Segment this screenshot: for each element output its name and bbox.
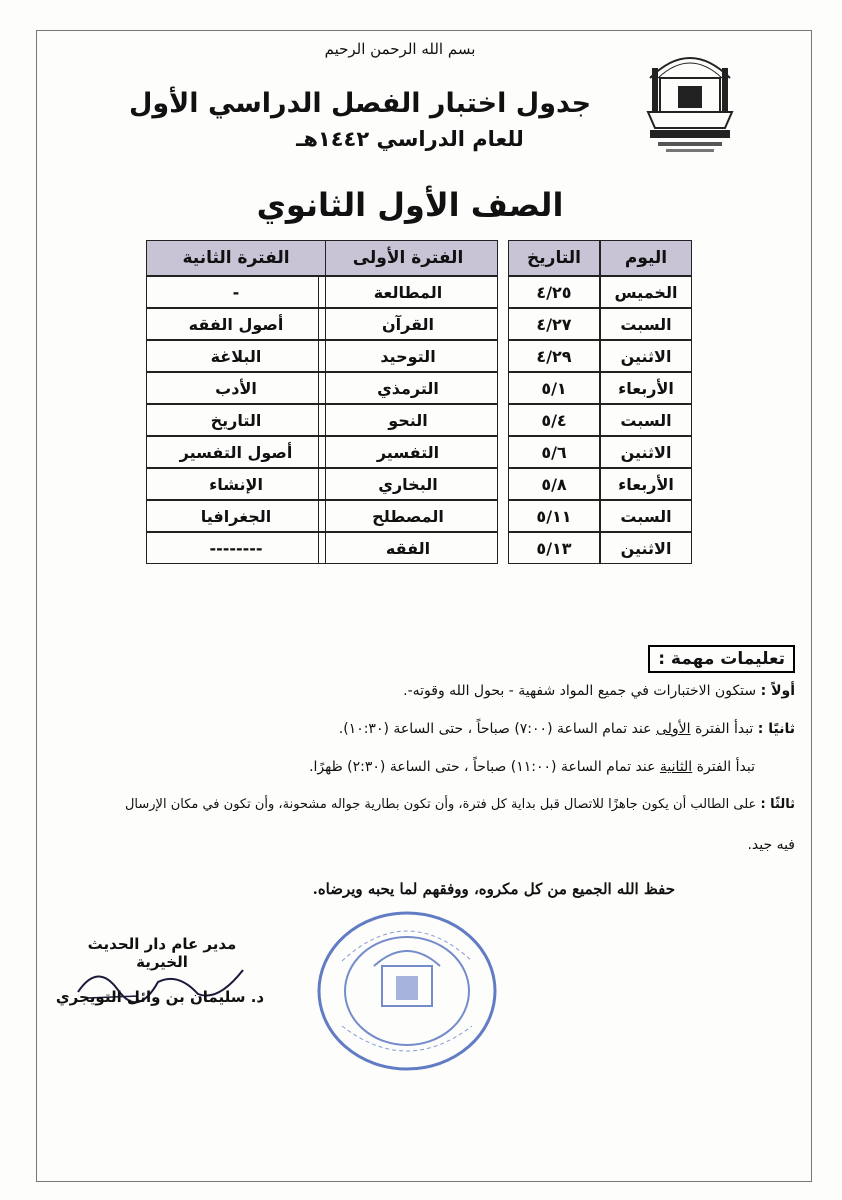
schedule-row bbox=[146, 340, 326, 372]
instruction-second bbox=[339, 721, 795, 737]
schedule-row bbox=[146, 276, 326, 308]
cell-day: السبت bbox=[600, 500, 692, 532]
institution-logo bbox=[640, 38, 740, 156]
schedule-row bbox=[508, 308, 692, 340]
schedule-row bbox=[508, 500, 692, 532]
schedule-row bbox=[318, 340, 498, 372]
schedule-row bbox=[146, 468, 326, 500]
schedule-row bbox=[318, 404, 498, 436]
cell-period2: أصول التفسير bbox=[146, 436, 326, 468]
cell-period2: البلاغة bbox=[146, 340, 326, 372]
schedule-row bbox=[318, 308, 498, 340]
instruction-first-text: ستكون الاختبارات في جميع المواد شفهية - بحول الله وقوته-. bbox=[403, 683, 757, 699]
cell-period1: البخاري bbox=[318, 468, 498, 500]
instruction-third-label: ثالثًا : bbox=[760, 797, 795, 812]
director-title: مدير عام دار الحديث الخيرية bbox=[87, 935, 237, 971]
schedule-row bbox=[508, 276, 692, 308]
cell-day: السبت bbox=[600, 404, 692, 436]
cell-period1: التفسير bbox=[318, 436, 498, 468]
cell-period2: - bbox=[146, 276, 326, 308]
header-date: التاريخ bbox=[508, 240, 600, 276]
cell-period1: الترمذي bbox=[318, 372, 498, 404]
cell-day: الخميس bbox=[600, 276, 692, 308]
cell-date: ٤/٢٩ bbox=[508, 340, 600, 372]
official-stamp bbox=[312, 906, 502, 1076]
cell-period2: التاريخ bbox=[146, 404, 326, 436]
period2-table bbox=[146, 240, 326, 564]
cell-period1: النحو bbox=[318, 404, 498, 436]
schedule-row bbox=[318, 276, 498, 308]
header-period2: الفترة الثانية bbox=[146, 240, 326, 276]
instruction-third bbox=[125, 797, 795, 812]
cell-date: ٥/١٣ bbox=[508, 532, 600, 564]
cell-day: الأربعاء bbox=[600, 468, 692, 500]
instructions-title: تعليمات مهمة : bbox=[648, 645, 795, 673]
cell-date: ٥/٦ bbox=[508, 436, 600, 468]
cell-period2: الأدب bbox=[146, 372, 326, 404]
cell-period2: الإنشاء bbox=[146, 468, 326, 500]
cell-period1: المطالعة bbox=[318, 276, 498, 308]
instruction-second-underlined: الأولى bbox=[655, 721, 691, 737]
cell-period1: القرآن bbox=[318, 308, 498, 340]
cell-day: الاثنين bbox=[600, 340, 692, 372]
schedule-row bbox=[146, 404, 326, 436]
schedule-row bbox=[146, 532, 326, 564]
cell-date: ٥/١ bbox=[508, 372, 600, 404]
schedule-row bbox=[146, 436, 326, 468]
cell-date: ٥/٤ bbox=[508, 404, 600, 436]
cell-date: ٥/٨ bbox=[508, 468, 600, 500]
schedule-row bbox=[318, 532, 498, 564]
academic-year: للعام الدراسي ١٤٤٢هـ bbox=[296, 127, 524, 151]
schedule-row bbox=[318, 372, 498, 404]
page-title: جدول اختبار الفصل الدراسي الأول bbox=[128, 88, 592, 119]
cell-period2: أصول الفقه bbox=[146, 308, 326, 340]
cell-day: الاثنين bbox=[600, 436, 692, 468]
instruction-second-label: ثانيًا : bbox=[757, 721, 795, 737]
header-day: اليوم bbox=[600, 240, 692, 276]
cell-period1: المصطلح bbox=[318, 500, 498, 532]
cell-period1: الفقه bbox=[318, 532, 498, 564]
cell-date: ٥/١١ bbox=[508, 500, 600, 532]
schedule-row bbox=[318, 500, 498, 532]
period1-table bbox=[318, 240, 498, 564]
instruction-second-text-b: عند تمام الساعة (٧:٠٠) صباحاً ، حتى الساعة (١٠:٣٠). bbox=[338, 721, 652, 737]
cell-date: ٤/٢٥ bbox=[508, 276, 600, 308]
schedule-row bbox=[508, 372, 692, 404]
cell-period2: الجغرافيا bbox=[146, 500, 326, 532]
schedule-row bbox=[318, 436, 498, 468]
instruction-second2-underlined: الثانية bbox=[659, 759, 693, 775]
grade-heading: الصف الأول الثانوي bbox=[256, 186, 564, 224]
cell-period2: -------- bbox=[146, 532, 326, 564]
header-period1: الفترة الأولى bbox=[318, 240, 498, 276]
cell-period1: التوحيد bbox=[318, 340, 498, 372]
cell-day: الاثنين bbox=[600, 532, 692, 564]
schedule-row bbox=[508, 532, 692, 564]
instruction-second-text-a: تبدأ الفترة bbox=[694, 721, 754, 737]
schedule-row bbox=[508, 404, 692, 436]
schedule-row bbox=[146, 372, 326, 404]
cell-date: ٤/٢٧ bbox=[508, 308, 600, 340]
schedule-row bbox=[146, 500, 326, 532]
schedule-row bbox=[146, 308, 326, 340]
schedule-row bbox=[318, 468, 498, 500]
schedule-row bbox=[508, 436, 692, 468]
schedule-row bbox=[508, 468, 692, 500]
cell-day: السبت bbox=[600, 308, 692, 340]
instruction-third-cont: فيه جيد. bbox=[747, 837, 795, 853]
closing-prayer: حفظ الله الجميع من كل مكروه، ووفقهم لما يحبه ويرضاه. bbox=[312, 880, 675, 898]
day-date-table bbox=[508, 240, 692, 564]
instruction-second-line2 bbox=[309, 759, 755, 775]
instruction-second2-text-b: عند تمام الساعة (١١:٠٠) صباحاً ، حتى الساعة (٢:٣٠) ظهرًا. bbox=[309, 759, 656, 775]
cell-day: الأربعاء bbox=[600, 372, 692, 404]
instruction-third-text: على الطالب أن يكون جاهزًا للاتصال قبل بداية كل فترة، وأن تكون بطارية جواله مشحونة، وأن تكون في مكان الإرسال bbox=[124, 797, 757, 812]
instruction-first-label: أولاً : bbox=[760, 683, 795, 699]
basmala: بسم الله الرحمن الرحيم bbox=[324, 40, 476, 58]
director-name: د. سليمان بن وائل التويجري bbox=[55, 988, 265, 1006]
schedule-row bbox=[508, 340, 692, 372]
instruction-second2-text-a: تبدأ الفترة bbox=[696, 759, 755, 775]
instruction-first bbox=[403, 683, 795, 699]
